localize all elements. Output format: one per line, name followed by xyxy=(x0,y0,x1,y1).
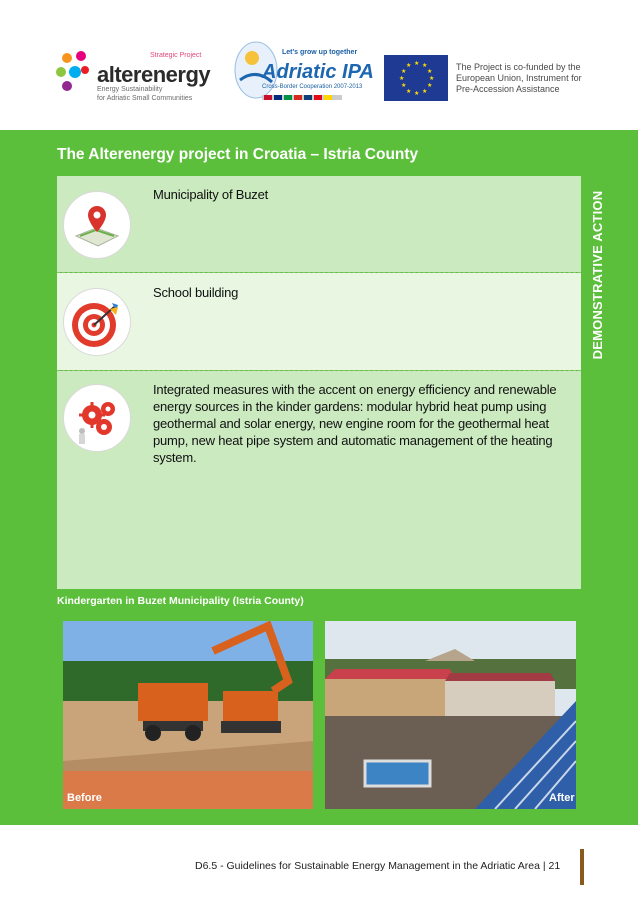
ipa-subtitle: Cross-Border Cooperation 2007-2013 xyxy=(262,84,363,90)
photo-after-label: After xyxy=(549,792,575,804)
ipa-tagline: Let's grow up together xyxy=(282,49,358,56)
photo-before-label: Before xyxy=(67,792,102,804)
svg-text:★: ★ xyxy=(414,90,420,97)
svg-text:★: ★ xyxy=(429,75,435,82)
svg-text:★: ★ xyxy=(399,75,405,82)
svg-text:★: ★ xyxy=(427,68,433,75)
photo-after xyxy=(325,621,576,809)
alterenergy-subtitle-2: for Adriatic Small Communities xyxy=(97,95,193,102)
alterenergy-wordmark: alterenergy xyxy=(97,62,211,87)
row-divider xyxy=(57,370,581,372)
photo-caption: Kindergarten in Buzet Municipality (Istria County) xyxy=(57,595,304,607)
section-title: The Alterenergy project in Croatia – Istria County xyxy=(57,146,419,163)
eu-cofunding-text: The Project is co-funded by the European Union, Instrument for Pre-Accession Assistance xyxy=(456,62,582,94)
svg-text:★: ★ xyxy=(422,88,428,95)
svg-text:★: ★ xyxy=(401,68,407,75)
alterenergy-logo-mark-icon xyxy=(55,48,95,98)
svg-text:★: ★ xyxy=(401,82,407,89)
map-pin-icon xyxy=(63,191,131,259)
eu-flag-icon xyxy=(384,55,448,101)
alterenergy-strategic-label: Strategic Project xyxy=(150,52,202,59)
footer-accent-bar xyxy=(580,849,584,885)
row-text-target: School building xyxy=(153,285,239,300)
alterenergy-subtitle-1: Energy Sustainability xyxy=(97,86,163,93)
side-label-text: DEMONSTRATIVE ACTION xyxy=(590,190,605,360)
photo-before xyxy=(63,621,313,809)
svg-text:★: ★ xyxy=(406,88,412,95)
side-label xyxy=(584,180,634,370)
svg-text:★: ★ xyxy=(414,60,420,67)
row-text-measures: Integrated measures with the accent on energy efficiency and renewable energy sources in the kinder gardens: modular hybrid heat pump using geothermal and solar energy, new engine room for the geothermal heat pump, new heat pipe system and automatic management of the heating system. xyxy=(153,382,557,465)
row-divider xyxy=(57,272,581,274)
page-footer: D6.5 - Guidelines for Sustainable Energy Management in the Adriatic Area | 21 xyxy=(195,860,561,872)
ipa-wordmark: Adriatic IPA xyxy=(262,61,374,83)
svg-text:★: ★ xyxy=(427,82,433,89)
svg-text:★: ★ xyxy=(422,62,428,69)
svg-text:★: ★ xyxy=(406,62,412,69)
target-icon xyxy=(63,288,131,356)
row-text-location: Municipality of Buzet xyxy=(153,187,269,202)
gears-icon xyxy=(63,384,131,452)
